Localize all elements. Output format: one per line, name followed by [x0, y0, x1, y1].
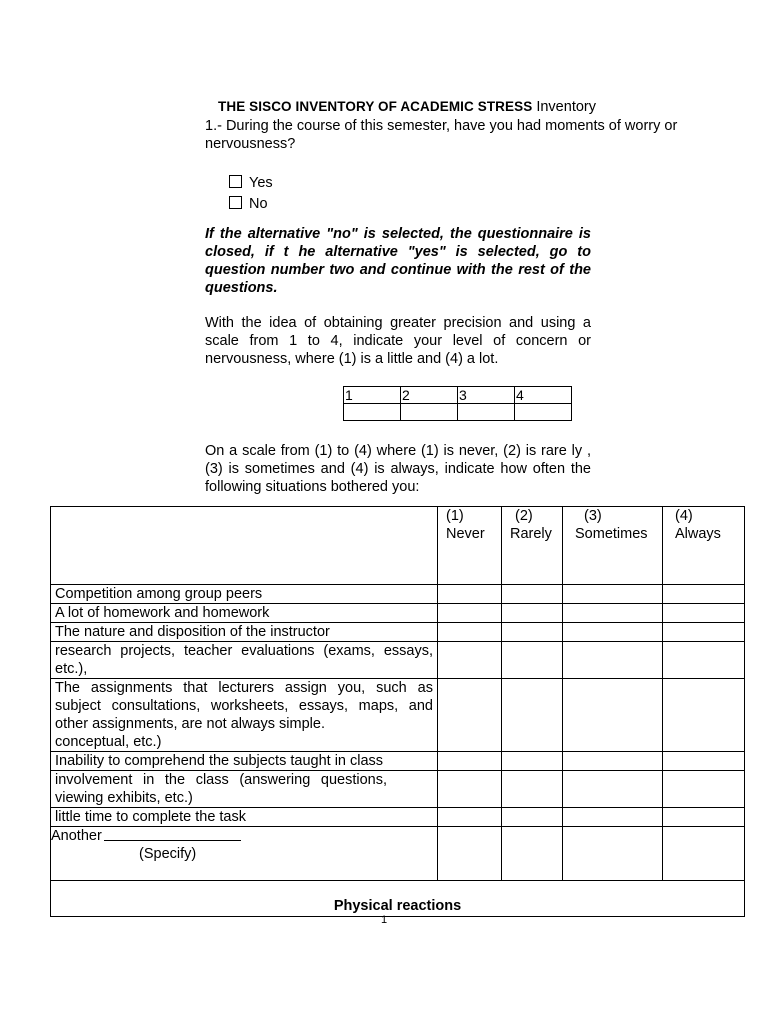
option-yes[interactable] [229, 174, 273, 192]
situations-table [50, 506, 745, 917]
table-header-row [51, 507, 745, 585]
rating-cell[interactable] [502, 604, 563, 623]
rating-cell[interactable] [663, 623, 745, 642]
rating-cell[interactable] [663, 808, 745, 827]
header-always: (4) Always [663, 507, 745, 585]
rating-cell[interactable] [663, 585, 745, 604]
option-yes-label: Yes [249, 175, 273, 191]
table-row [51, 771, 745, 808]
rating-cell[interactable] [438, 642, 502, 679]
rating-cell[interactable] [438, 808, 502, 827]
scale-answer-cell[interactable] [515, 404, 572, 421]
table-row [51, 642, 745, 679]
rating-cell[interactable] [663, 827, 745, 881]
scale-answer-cell[interactable] [344, 404, 401, 421]
rating-cell[interactable] [563, 771, 663, 808]
other-label: Another [51, 828, 102, 844]
title-bold: THE SISCO INVENTORY OF ACADEMIC STRESS [218, 99, 533, 114]
rating-cell[interactable] [563, 752, 663, 771]
other-label-cell [51, 827, 438, 881]
specify-label: (Specify) [139, 846, 197, 862]
scale-answer-cell[interactable] [401, 404, 458, 421]
situation-label: involvement in the class (answering questions, viewing exhibits, etc.) [51, 771, 438, 808]
rating-cell[interactable] [502, 771, 563, 808]
rating-cell[interactable] [563, 623, 663, 642]
situation-label [51, 679, 438, 752]
situation-label: Inability to comprehend the subjects taught in class [51, 752, 438, 771]
header-never: (1) Never [438, 507, 502, 585]
rating-cell[interactable] [438, 585, 502, 604]
header-sometimes: (3) Sometimes [563, 507, 663, 585]
rating-cell[interactable] [438, 827, 502, 881]
rating-cell[interactable] [563, 827, 663, 881]
rating-cell[interactable] [502, 623, 563, 642]
option-no[interactable] [229, 195, 268, 213]
rating-cell[interactable] [438, 679, 502, 752]
rating-cell[interactable] [502, 808, 563, 827]
section-heading-row [51, 881, 745, 917]
rating-cell[interactable] [502, 642, 563, 679]
table-row [51, 623, 745, 642]
situation-label: little time to complete the task [51, 808, 438, 827]
situation-label: Competition among group peers [51, 585, 438, 604]
table-row [51, 752, 745, 771]
table-row [51, 604, 745, 623]
checkbox-icon[interactable] [229, 196, 242, 209]
scale-intro: With the idea of obtaining greater precision and using a scale from 1 to 4, indicate your level of concern or nervousness, where (1) is a little and (4) a lot. [205, 315, 591, 367]
rating-cell[interactable] [663, 604, 745, 623]
rating-cell[interactable] [563, 642, 663, 679]
checkbox-icon[interactable] [229, 175, 242, 188]
rating-cell[interactable] [563, 679, 663, 752]
section-heading: Physical reactions [51, 881, 745, 917]
scale-label-3: 3 [458, 387, 515, 404]
rating-cell[interactable] [502, 585, 563, 604]
title-plain: Inventory [536, 99, 596, 115]
situation-text-continued: conceptual, etc.) [55, 734, 162, 750]
rating-cell[interactable] [663, 771, 745, 808]
rating-cell[interactable] [563, 604, 663, 623]
rating-cell[interactable] [663, 642, 745, 679]
situation-text: The assignments that lecturers assign you, such as subject consultations, worksheets, essays, maps, and other assignments, are not always simple. [55, 680, 433, 732]
scale-label-4: 4 [515, 387, 572, 404]
rating-cell[interactable] [438, 604, 502, 623]
rating-cell[interactable] [663, 679, 745, 752]
table-row [51, 808, 745, 827]
question-1: 1.- During the course of this semester, have you had moments of worry or nervousness? [205, 118, 678, 152]
rating-cell[interactable] [502, 827, 563, 881]
instruction-note: If the alternative "no" is selected, the questionnaire is closed, if t he alternative "yes" is selected, go to question number two and continue with the rest of the questions. [205, 226, 591, 296]
rating-cell[interactable] [438, 623, 502, 642]
table-row-other [51, 827, 745, 881]
scale-label-2: 2 [401, 387, 458, 404]
specify-input-line[interactable] [104, 827, 241, 841]
rating-cell[interactable] [563, 585, 663, 604]
header-rarely: (2) Rarely [502, 507, 563, 585]
frequency-intro: On a scale from (1) to (4) where (1) is never, (2) is rare ly ,(3) is sometimes and (4) is always, indicate how often the following situations bothered you: [205, 443, 591, 495]
table-row [51, 585, 745, 604]
rating-cell[interactable] [438, 771, 502, 808]
scale-answer-cell[interactable] [458, 404, 515, 421]
rating-cell[interactable] [563, 808, 663, 827]
table-row [51, 679, 745, 752]
rating-cell[interactable] [438, 752, 502, 771]
situation-label: The nature and disposition of the instructor [51, 623, 438, 642]
rating-cell[interactable] [663, 752, 745, 771]
scale-label-1: 1 [344, 387, 401, 404]
option-no-label: No [249, 196, 268, 212]
header-blank [51, 507, 438, 585]
scale-table [343, 386, 572, 421]
page-number: 1 [380, 914, 388, 926]
rating-cell[interactable] [502, 679, 563, 752]
situation-label: research projects, teacher evaluations (exams, essays, etc.), [51, 642, 438, 679]
page-title [218, 99, 596, 115]
rating-cell[interactable] [502, 752, 563, 771]
situation-label: A lot of homework and homework [51, 604, 438, 623]
